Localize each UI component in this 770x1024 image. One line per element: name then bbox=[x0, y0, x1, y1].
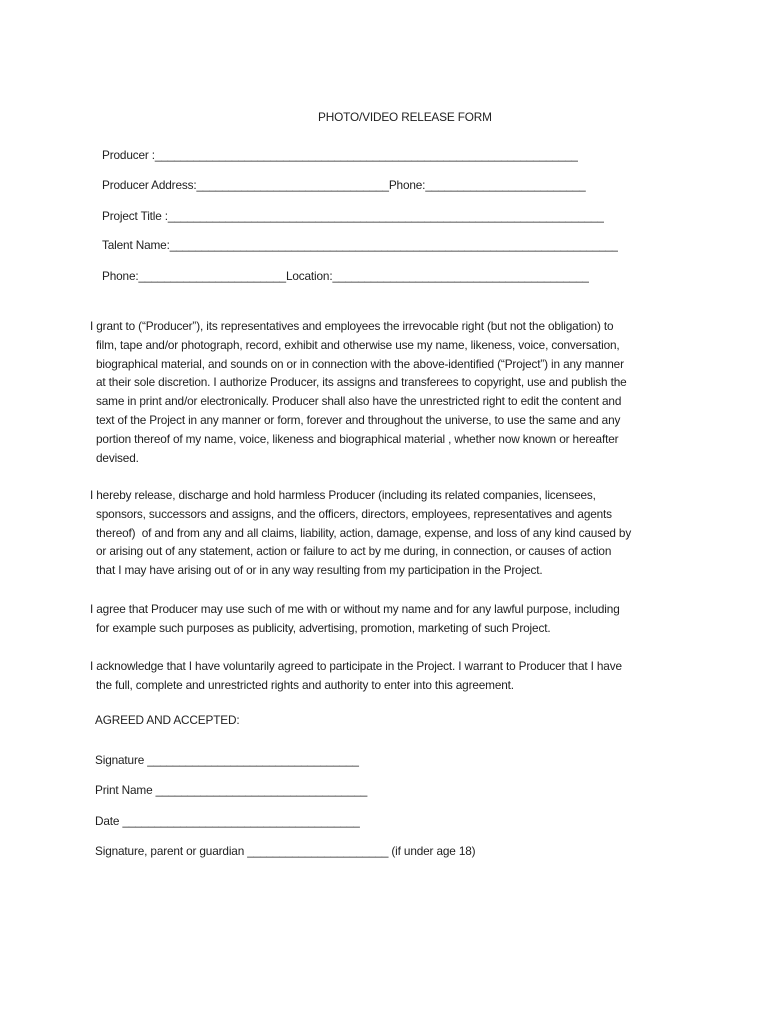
form-title: PHOTO/VIDEO RELEASE FORM bbox=[318, 110, 492, 124]
talent-name-field[interactable] bbox=[102, 238, 618, 252]
phone-location-field-label: Phone:_______________________Location:________________________________________ bbox=[102, 269, 589, 283]
paragraph-line: biographical material, and sounds on or in connection with the above-identified (“Project”) in any manner bbox=[96, 356, 624, 371]
producer-address-phone-field[interactable] bbox=[102, 178, 586, 192]
phone-location-field[interactable] bbox=[102, 269, 589, 283]
paragraph-line: text of the Project in any manner or form, forever and throughout the universe, to use the same and any bbox=[96, 412, 621, 427]
producer-field-label: Producer :__________________________________________________________________ bbox=[102, 148, 579, 162]
agreed-accepted-heading: AGREED AND ACCEPTED: bbox=[95, 713, 240, 727]
paragraph-line: same in print and/or electronically. Producer shall also have the unrestricted right to edit the content and bbox=[96, 394, 622, 409]
paragraph-line: I hereby release, discharge and hold harmless Producer (including its related companies, licensees, bbox=[90, 488, 596, 502]
paragraph-line: sponsors, successors and assigns, and the officers, directors, employees, representatives and agents bbox=[96, 506, 612, 521]
date-line[interactable]: Date _____________________________________ bbox=[95, 814, 360, 828]
project-title-field[interactable] bbox=[102, 209, 604, 223]
acknowledge-paragraph bbox=[90, 657, 695, 695]
release-paragraph bbox=[90, 486, 695, 580]
guardian-signature-line[interactable]: Signature, parent or guardian ______________________ (if under age 18) bbox=[95, 844, 476, 858]
project-title-field-label: Project Title :____________________________________________________________________ bbox=[102, 209, 604, 223]
paragraph-line: or arising out of any statement, action or failure to act by me during, in connection, or causes of action bbox=[96, 544, 612, 559]
paragraph-line: I agree that Producer may use such of me with or without my name and for any lawful purpose, including bbox=[90, 602, 620, 616]
producer-field[interactable] bbox=[102, 148, 578, 162]
usage-paragraph bbox=[90, 600, 695, 638]
paragraph-line: thereof) of and from any and all claims, liability, action, damage, expense, and loss of any kind caused by bbox=[96, 525, 632, 540]
signature-line[interactable]: Signature _________________________________ bbox=[95, 753, 359, 767]
talent-name-field-label: Talent Name:______________________________________________________________________ bbox=[102, 238, 619, 252]
producer-address-field-label: Producer Address:______________________________Phone:_________________________ bbox=[102, 178, 586, 192]
paragraph-line: that I may have arising out of or in any way resulting from my participation in the Project. bbox=[96, 563, 543, 578]
paragraph-line: devised. bbox=[96, 450, 139, 465]
grant-paragraph bbox=[90, 317, 695, 467]
print-name-line[interactable]: Print Name _________________________________ bbox=[95, 783, 368, 797]
paragraph-line: I grant to (“Producer”), its representatives and employees the irrevocable right (but not the obligation) to bbox=[90, 319, 614, 333]
paragraph-line: the full, complete and unrestricted rights and authority to enter into this agreement. bbox=[96, 677, 514, 692]
paragraph-line: portion thereof of my name, voice, likeness and biographical material , whether now known or hereafter bbox=[96, 431, 619, 446]
paragraph-line: film, tape and/or photograph, record, exhibit and otherwise use my name, likeness, voice, conversation, bbox=[96, 337, 620, 352]
paragraph-line: at their sole discretion. I authorize Producer, its assigns and transferees to copyright, use and publish the bbox=[96, 375, 627, 390]
paragraph-line: I acknowledge that I have voluntarily agreed to participate in the Project. I warrant to Producer that I have bbox=[90, 659, 622, 673]
paragraph-line: for example such purposes as publicity, advertising, promotion, marketing of such Project. bbox=[96, 620, 551, 635]
